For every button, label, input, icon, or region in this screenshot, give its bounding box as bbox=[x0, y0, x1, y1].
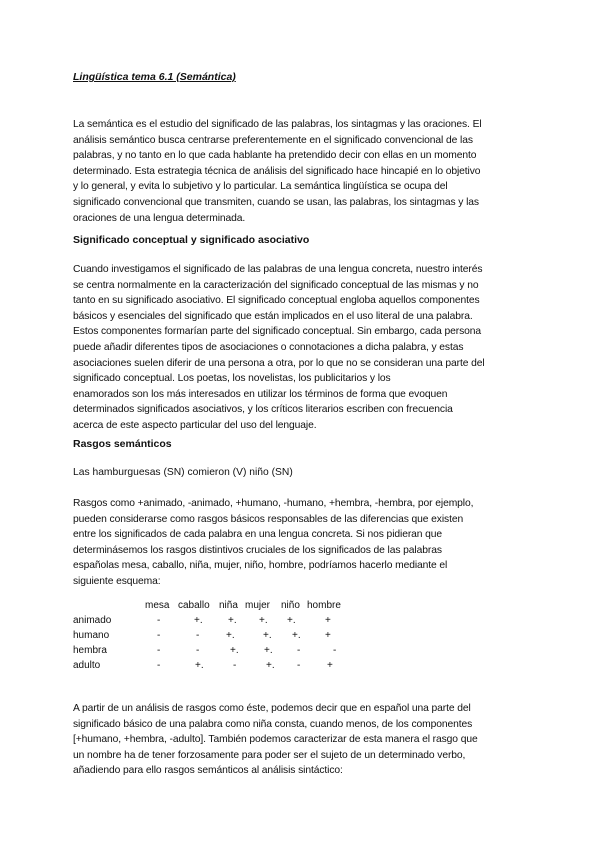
conceptual-line: tanto en su significado asociativo. El significado conceptual engloba aquellos componentes bbox=[73, 295, 480, 307]
features-line: españolas mesa, caballo, niña, mujer, niño, hombre, podríamos hacerlo mediante el bbox=[73, 560, 448, 572]
table-row-label: humano bbox=[73, 630, 110, 641]
table-col-header: niña bbox=[219, 600, 238, 611]
document-title: Lingüística tema 6.1 (Semántica) bbox=[73, 71, 236, 83]
intro-line: La semántica es el estudio del significado de las palabras, los sintagmas y las oraciones. El bbox=[73, 119, 482, 130]
conceptual-line: básicos y esenciales del significado que están implicados en el uso literal de una palabra. bbox=[73, 310, 473, 322]
table-row-label: hembra bbox=[73, 645, 107, 656]
conceptual-line: enamorados son los más interesados en utilizar los términos de forma que evoquen bbox=[73, 388, 448, 400]
features-line: determinásemos los rasgos distintivos cruciales de los significados de las palabras bbox=[73, 544, 442, 556]
table-cell: +. bbox=[263, 630, 272, 641]
table-cell: - bbox=[297, 660, 301, 671]
conceptual-line: puede añadir diferentes tipos de asociaciones o connotaciones a dicha palabra, y estas bbox=[73, 341, 464, 353]
table-cell: - bbox=[157, 645, 161, 656]
intro-line: palabras, y no tanto en lo que cada hablante ha pretendido decir con ellas en un momento bbox=[73, 150, 477, 162]
table-row-label: animado bbox=[73, 615, 112, 626]
section-heading-features: Rasgos semánticos bbox=[73, 438, 172, 450]
table-cell: +. bbox=[264, 645, 273, 656]
table-cell: +. bbox=[194, 615, 203, 626]
table-cell: - bbox=[157, 615, 161, 626]
intro-line: determinado. Esta estrategia técnica de análisis del significado hace hincapié en lo objetivo bbox=[73, 165, 481, 177]
table-col-header: mesa bbox=[145, 600, 170, 611]
features-line: pueden considerarse como rasgos básicos responsables de las diferencias que existen bbox=[73, 513, 464, 525]
closing-line: [+humano, +hembra, -adulto]. También podemos caracterizar de esta manera el rasgo que bbox=[73, 734, 478, 746]
table-cell: - bbox=[297, 645, 301, 656]
table-cell: - bbox=[157, 660, 161, 671]
table-cell: +. bbox=[292, 630, 301, 641]
table-col-header: niño bbox=[281, 600, 300, 611]
table-cell: +. bbox=[226, 630, 235, 641]
table-cell: - bbox=[333, 645, 337, 656]
section-heading-conceptual: Significado conceptual y significado asociativo bbox=[73, 234, 310, 246]
conceptual-line: Cuando investigamos el significado de las palabras de una lengua concreta, nuestro interés bbox=[73, 264, 483, 275]
table-cell: +. bbox=[195, 660, 204, 671]
intro-line: análisis semántico busca centrarse preferentemente en el significado convencional de las bbox=[73, 134, 473, 146]
features-line: Rasgos como +animado, -animado, +humano, -humano, +hembra, -hembra, por ejemplo, bbox=[73, 498, 474, 509]
table-col-header: caballo bbox=[178, 600, 210, 611]
conceptual-line: significado conceptual. Los poetas, los novelistas, los publicitarios y los bbox=[73, 373, 391, 385]
table-cell: +. bbox=[230, 645, 239, 656]
conceptual-line: asociaciones suelen diferir de una persona a otra, por lo que no se consideran una parte del bbox=[73, 357, 485, 369]
closing-line: A partir de un análisis de rasgos como éste, podemos decir que en español una parte del bbox=[73, 703, 471, 714]
closing-paragraph bbox=[73, 701, 525, 779]
conceptual-line: se centra normalmente en la caracterización del significado conceptual de las mismas y no bbox=[73, 279, 479, 291]
table-cell: + bbox=[325, 615, 331, 626]
conceptual-line: Estos componentes formarían parte del significado conceptual. Sin embargo, cada persona bbox=[73, 326, 481, 338]
table-cell: - bbox=[157, 630, 161, 641]
table-cell: +. bbox=[259, 615, 268, 626]
table-cell: +. bbox=[287, 615, 296, 626]
intro-line: y lo general, y evita lo subjetivo y lo particular. La semántica lingüística se ocupa del bbox=[73, 181, 448, 193]
table-col-header: mujer bbox=[245, 600, 271, 611]
features-paragraph bbox=[73, 496, 525, 590]
conceptual-line: determinados significados asociativos, y los críticos literarios escriben con frecuencia bbox=[73, 404, 453, 416]
closing-line: añadiendo para ello rasgos semánticos al análisis sintáctico: bbox=[73, 765, 343, 777]
table-cell: +. bbox=[266, 660, 275, 671]
table-cell: + bbox=[325, 630, 331, 641]
closing-line: un nombre ha de tener forzosamente para poder ser el sujeto de un determinado verbo, bbox=[73, 749, 466, 761]
conceptual-paragraph bbox=[73, 262, 525, 434]
features-line: siguiente esquema: bbox=[73, 575, 161, 587]
closing-line: significado básico de una palabra como niña consta, cuando menos, de los componentes bbox=[73, 718, 473, 730]
conceptual-line: acerca de este aspecto particular del uso del lenguaje. bbox=[73, 419, 317, 431]
table-cell: - bbox=[233, 660, 237, 671]
features-line: entre los significados de cada palabra en una lengua concreta. Si nos pidieran que bbox=[73, 529, 443, 541]
intro-line: oraciones de una lengua determinada. bbox=[73, 212, 246, 224]
example-sentence: Las hamburguesas (SN) comieron (V) niño (SN) bbox=[73, 467, 293, 478]
table-cell: + bbox=[327, 660, 333, 671]
intro-paragraph bbox=[73, 117, 525, 226]
table-cell: +. bbox=[228, 615, 237, 626]
table-cell: - bbox=[196, 630, 200, 641]
intro-line: significado convencional que transmiten, cuando se usan, las palabras, los sintagmas y las bbox=[73, 196, 479, 208]
table-cell: - bbox=[196, 645, 200, 656]
table-col-header: hombre bbox=[307, 600, 341, 611]
table-row-label: adulto bbox=[73, 660, 101, 671]
